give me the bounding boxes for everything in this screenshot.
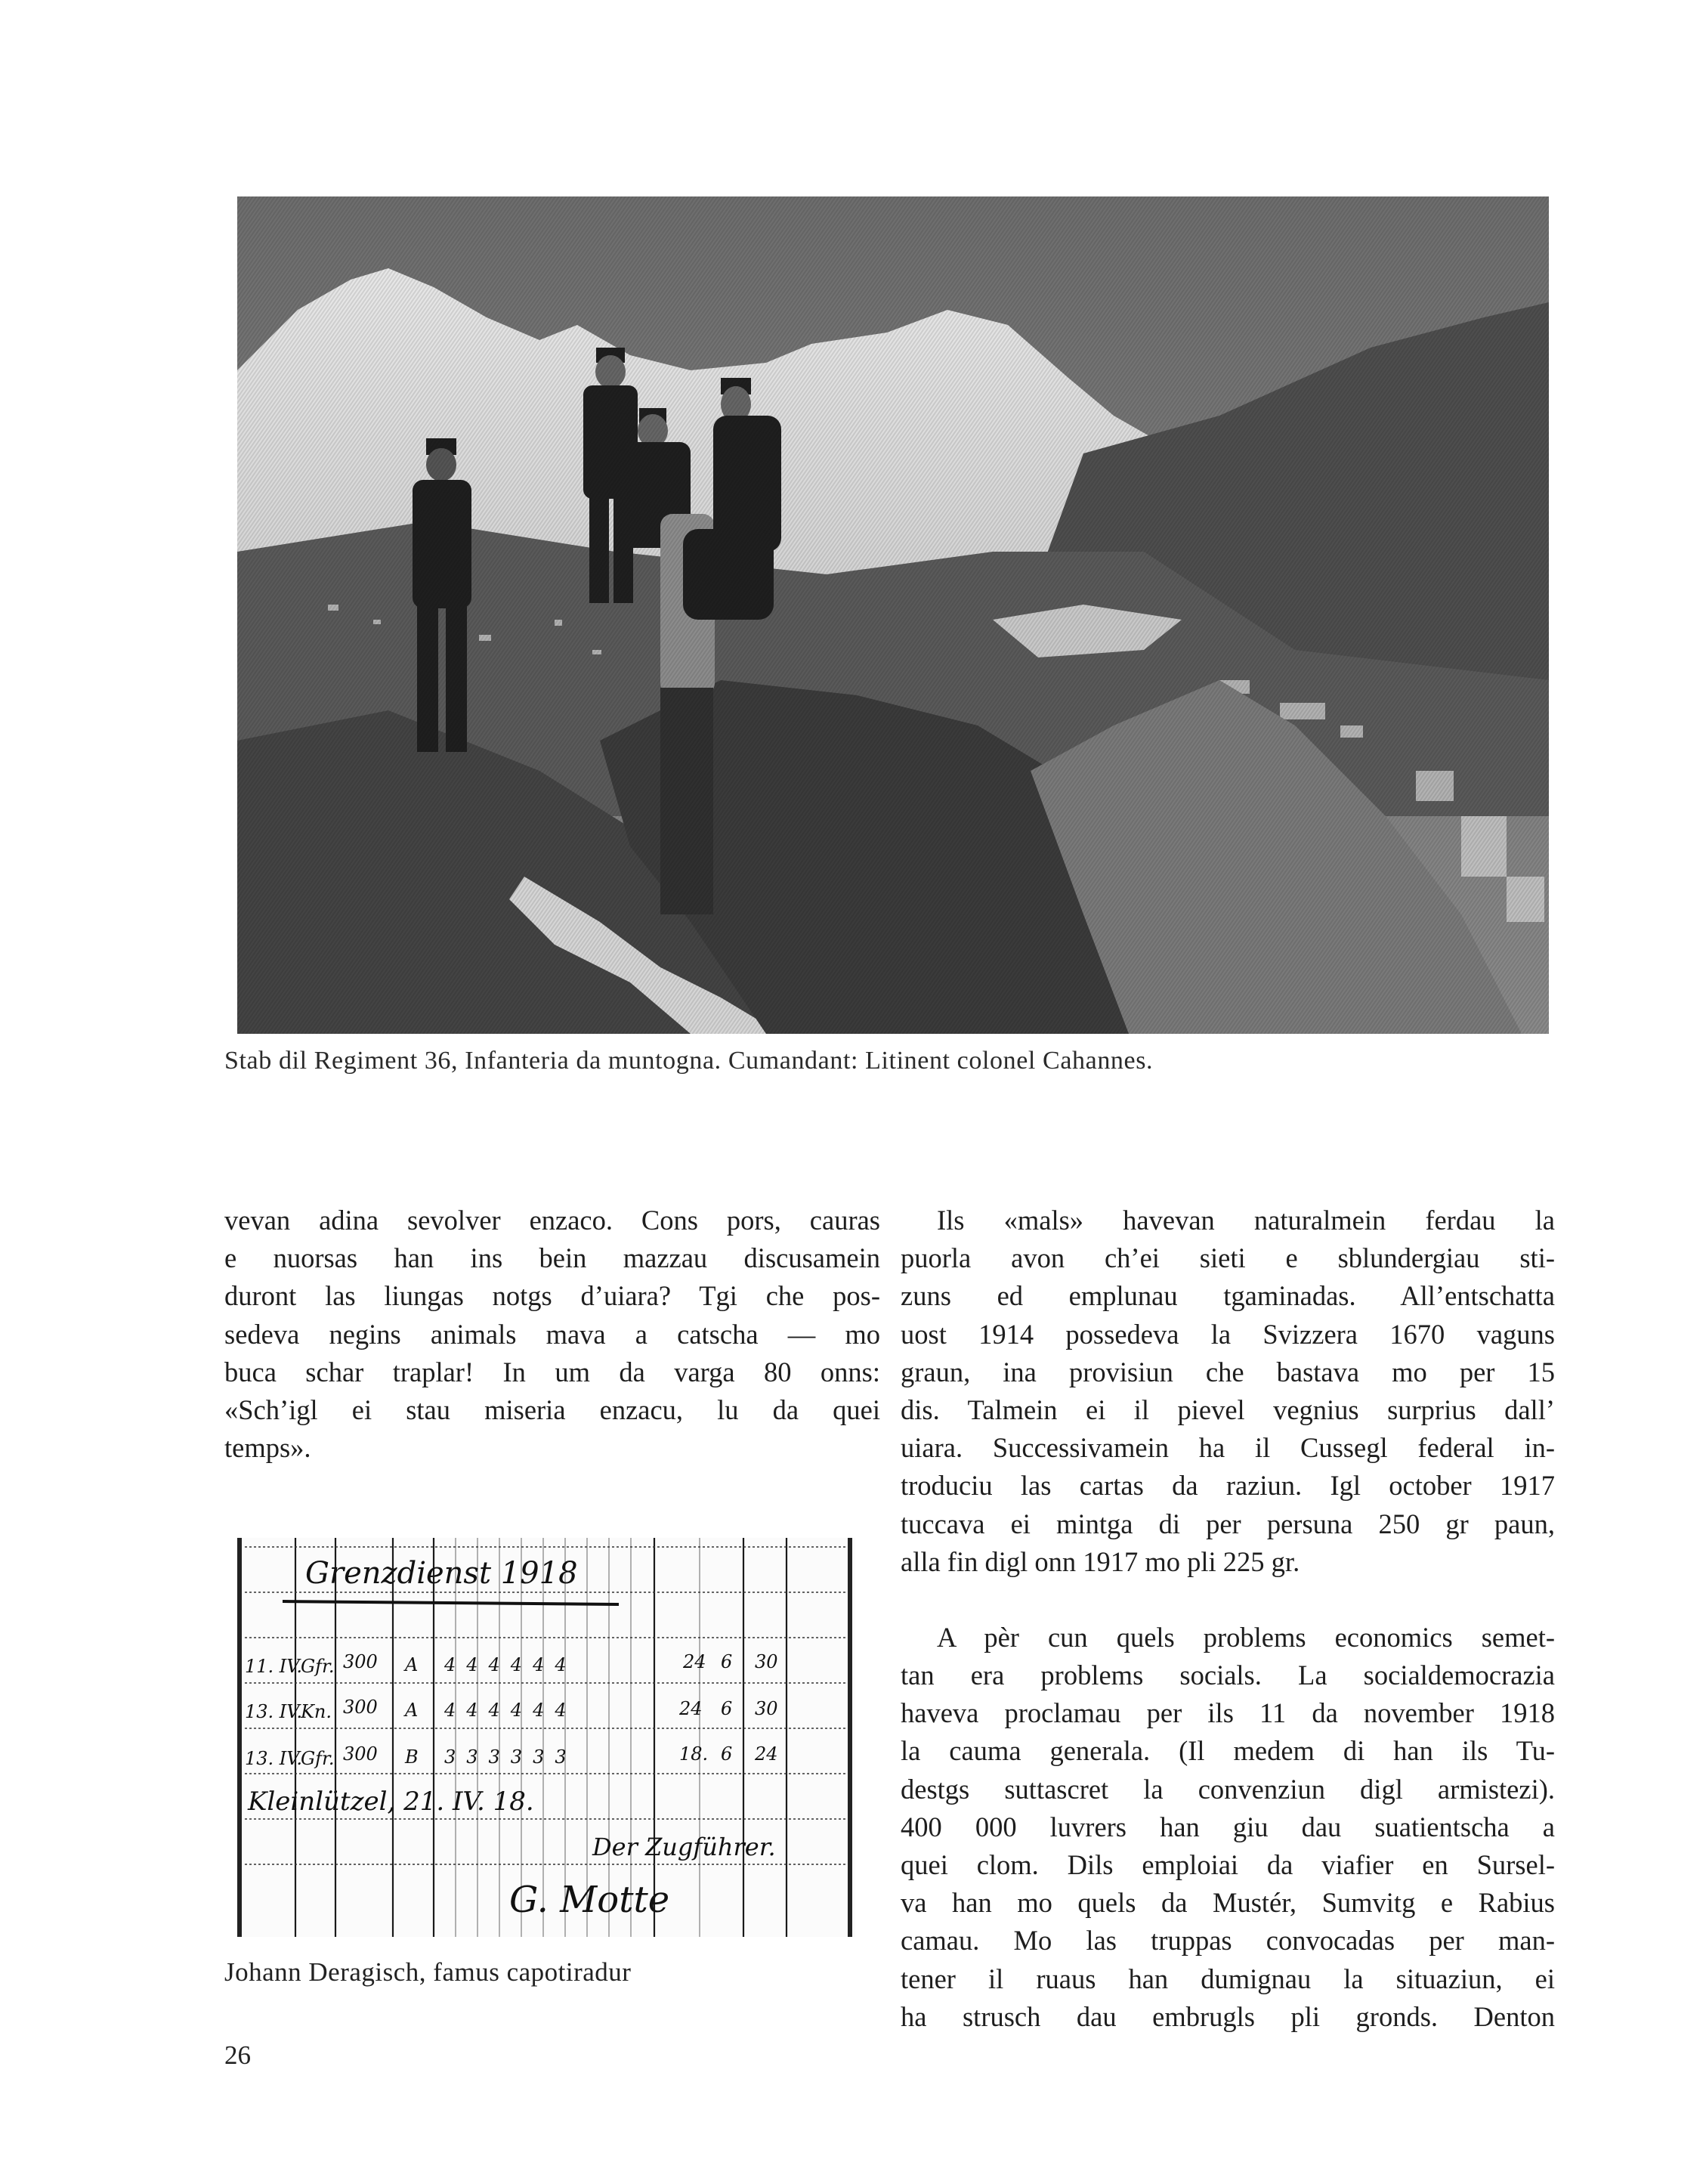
shooting-ledger-image bbox=[237, 1538, 855, 1937]
ledger-title: Grenzdienst 1918 bbox=[305, 1556, 578, 1591]
text-line: tuccava ei mintga di per persuna 250 gr paun, bbox=[901, 1508, 1555, 1539]
photo-caption: Stab dil Regiment 36, Infanteria da muntogna. Cumandant: Litinent colonel Cahannes. bbox=[224, 1047, 1154, 1075]
left-text-column bbox=[224, 1202, 880, 1467]
text-line: tan era problems socials. La socialdemocrazia bbox=[901, 1660, 1555, 1691]
paragraph-2 bbox=[901, 1619, 1555, 2036]
text-line: camau. Mo las truppas convocadas per man- bbox=[901, 1925, 1555, 1957]
text-line: quei clom. Dils emploiai da viafier en Sursel- bbox=[901, 1849, 1555, 1880]
text-line: vevan adina sevolver enzaco. Cons pors, cauras bbox=[224, 1205, 880, 1236]
ledger-signature: G. Motte bbox=[509, 1879, 670, 1921]
ledger-total: 24 bbox=[679, 1698, 703, 1719]
text-line: duront las liungas notgs d’uiara? Tgi che pos- bbox=[224, 1280, 880, 1312]
ledger-sum: 24 bbox=[755, 1743, 778, 1765]
text-line: troduciu las cartas da raziun. Igl october 1917 bbox=[901, 1470, 1555, 1502]
text-line: A pèr cun quels problems economics semet- bbox=[937, 1621, 1555, 1653]
text-line: destgs suttascret la convenziun digl armistezi). bbox=[901, 1773, 1555, 1805]
ledger-scores: 444444 bbox=[444, 1654, 577, 1675]
paragraph bbox=[224, 1202, 880, 1467]
ledger-rank: Kn. bbox=[301, 1701, 332, 1722]
ledger-bonus: 6 bbox=[721, 1698, 733, 1719]
paragraph-1 bbox=[901, 1202, 1555, 1581]
text-line: e nuorsas han ins bein mazzau discusamein bbox=[224, 1242, 880, 1274]
text-line: la cauma generala. (Il medem di han ils Tu- bbox=[901, 1735, 1555, 1767]
ledger-illustration bbox=[237, 1538, 855, 1937]
ledger-distance: 300 bbox=[343, 1651, 378, 1672]
ledger-sum: 30 bbox=[755, 1651, 778, 1672]
page-number: 26 bbox=[224, 2040, 251, 2070]
text-line: 400 000 luvrers han giu dau suatientscha a bbox=[901, 1811, 1555, 1842]
paragraph-gap bbox=[901, 1581, 1555, 1619]
text-line: uiara. Successivamein ha il Cussegl federal in- bbox=[901, 1432, 1555, 1464]
ledger-class: B bbox=[405, 1746, 419, 1768]
ledger-distance: 300 bbox=[343, 1743, 378, 1765]
ledger-caption: Johann Deragisch, famus capotiradur bbox=[224, 1957, 632, 1987]
photo-illustration bbox=[237, 196, 1549, 1034]
text-line: tener il ruaus han dumignau la situaziun, ei bbox=[901, 1963, 1555, 1994]
text-line: «Sch’igl ei stau miseria enzacu, lu da quei bbox=[224, 1394, 880, 1425]
ledger-signature-title: Der Zugführer. bbox=[592, 1833, 776, 1861]
regiment-photo bbox=[237, 196, 1549, 1034]
ledger-class: A bbox=[405, 1700, 419, 1721]
text-line: zuns ed emplunau tgaminadas. All’entschatta bbox=[901, 1280, 1555, 1312]
text-line: buca schar traplar! In um da varga 80 onns: bbox=[224, 1356, 880, 1387]
text-line: sedeva negins animals mava a catscha — mo bbox=[224, 1318, 880, 1350]
text-line: dis. Talmein ei il pievel vegnius surprius dall’ bbox=[901, 1394, 1555, 1425]
text-line: haveva proclamau per ils 11 da november 1918 bbox=[901, 1697, 1555, 1729]
text-line: Ils «mals» havevan naturalmein ferdau la bbox=[937, 1205, 1555, 1236]
ledger-distance: 300 bbox=[343, 1697, 378, 1718]
ledger-scores: 333333 bbox=[444, 1746, 577, 1768]
ledger-rank: Gfr. bbox=[301, 1748, 335, 1769]
ledger-class: A bbox=[405, 1654, 419, 1675]
ledger-date: 11. IV. bbox=[245, 1656, 303, 1677]
ledger-bonus: 6 bbox=[721, 1743, 733, 1765]
ledger-scores: 444444 bbox=[444, 1700, 577, 1721]
ledger-total: 24 bbox=[683, 1651, 706, 1672]
ledger-rank: Gfr. bbox=[301, 1656, 335, 1677]
text-line: va han mo quels da Mustér, Sumvitg e Rabius bbox=[901, 1887, 1555, 1919]
text-line: temps». bbox=[224, 1432, 311, 1464]
text-line: uost 1914 possedeva la Svizzera 1670 vaguns bbox=[901, 1318, 1555, 1350]
text-line: puorla avon ch’ei sieti e sblundergiau sti- bbox=[901, 1242, 1555, 1274]
ledger-date: 13. IV. bbox=[245, 1748, 303, 1769]
ledger-sum: 30 bbox=[755, 1698, 778, 1719]
ledger-date: 13. IV. bbox=[245, 1701, 303, 1722]
right-text-column bbox=[901, 1202, 1555, 2036]
ledger-total: 18. bbox=[679, 1743, 709, 1765]
text-line: ha strusch dau embrugls pli gronds. Denton bbox=[901, 2000, 1555, 2032]
ledger-bonus: 6 bbox=[721, 1651, 733, 1672]
text-line: alla fin digl onn 1917 mo pli 225 gr. bbox=[901, 1545, 1300, 1577]
ledger-place-date: Kleinlützel, 21. IV. 18. bbox=[248, 1786, 534, 1817]
text-line: graun, ina provisiun che bastava mo per 15 bbox=[901, 1356, 1555, 1387]
